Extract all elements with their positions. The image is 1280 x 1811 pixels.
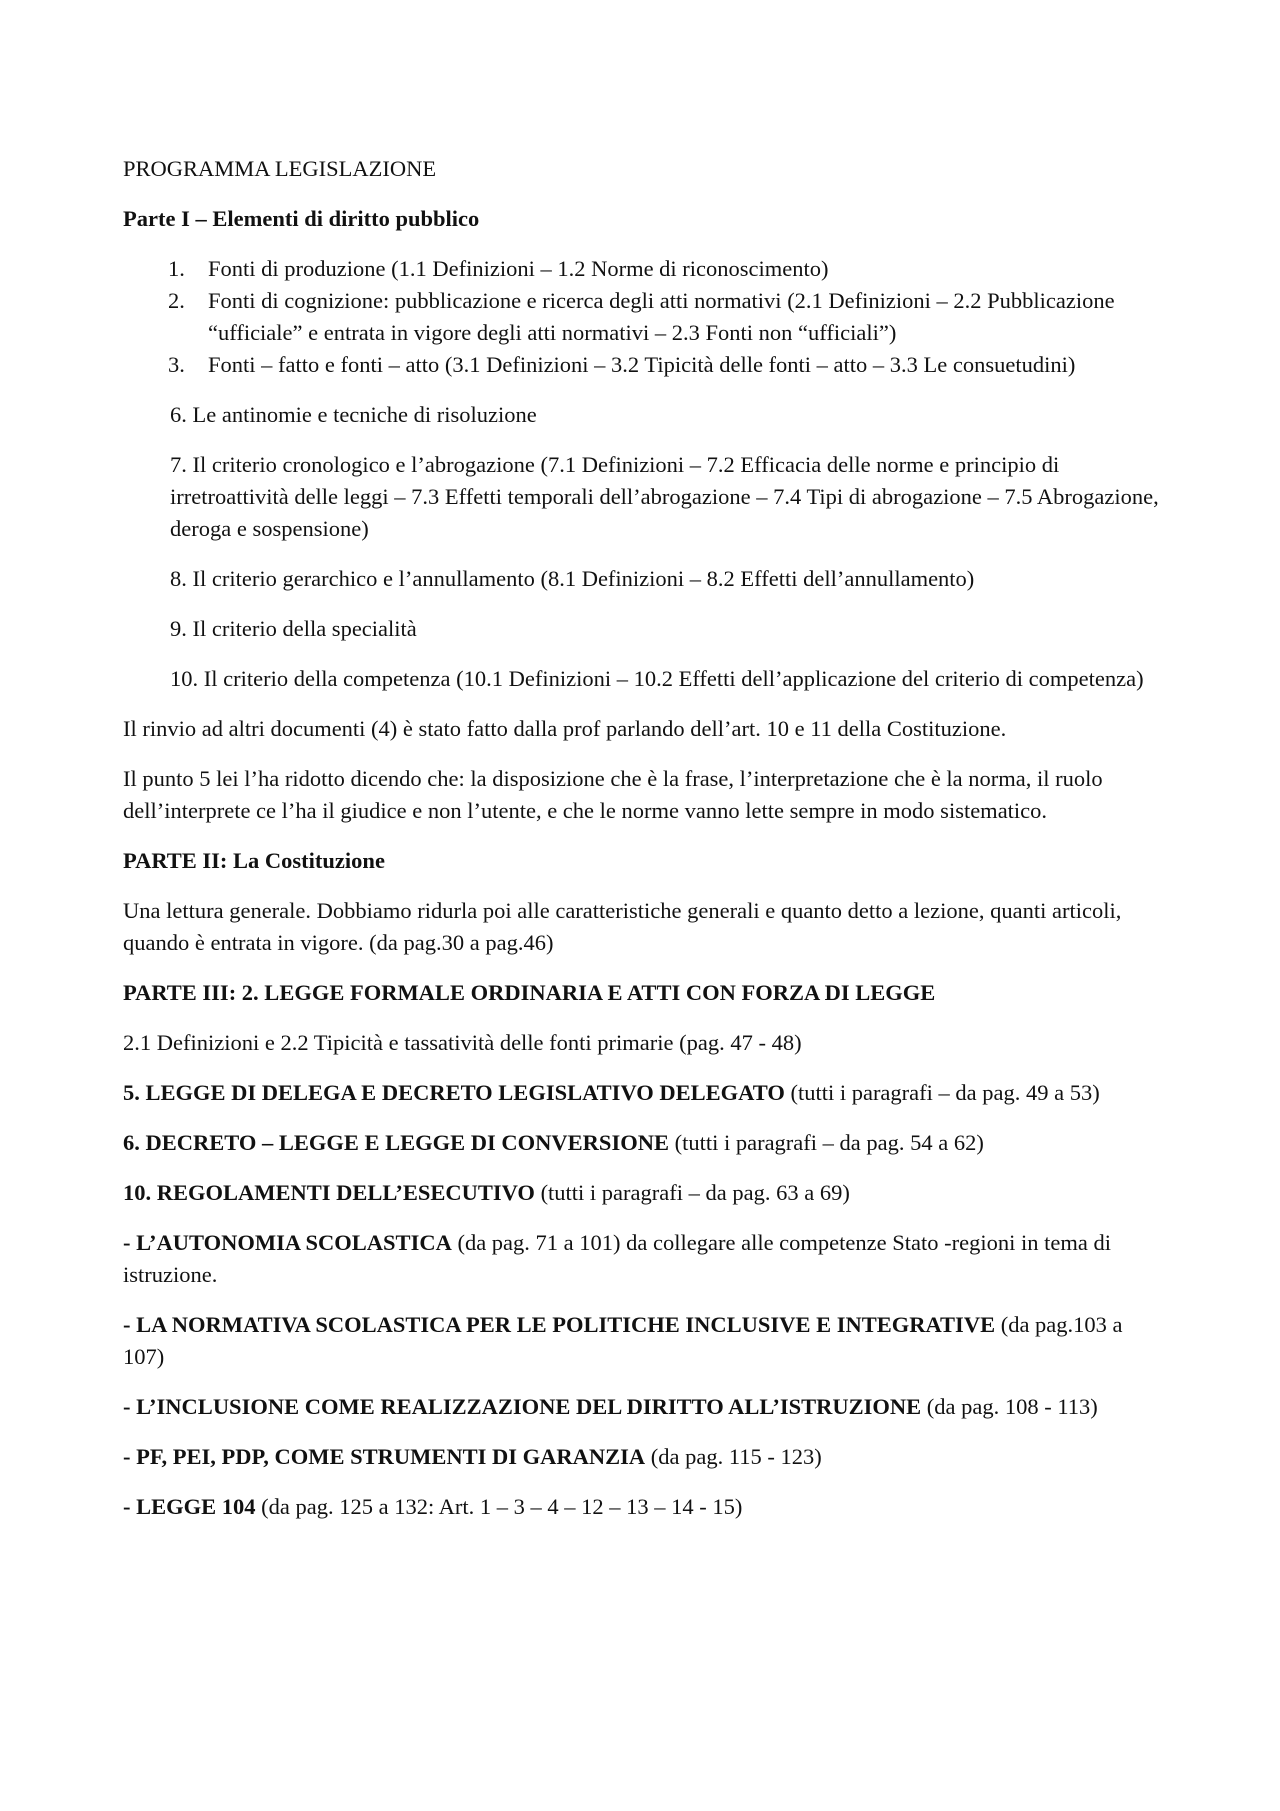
document-page	[123, 153, 1169, 1541]
part2-heading: PARTE II: La Costituzione	[123, 848, 385, 873]
section-decreto-legge: 6. DECRETO – LEGGE E LEGGE DI CONVERSIONE (tutti i paragrafi – da pag. 54 a 62)	[123, 1130, 984, 1155]
section-normativa: - LA NORMATIVA SCOLASTICA PER LE POLITICHE INCLUSIVE E INTEGRATIVE (da pag.103 a 107)	[123, 1312, 1123, 1369]
list-item: 3. Fonti – fatto e fonti – atto (3.1 Definizioni – 3.2 Tipicità delle fonti – atto – 3.3 Le consuetudini)	[168, 352, 1076, 377]
note-rinvio: Il rinvio ad altri documenti (4) è stato fatto dalla prof parlando dell’art. 10 e 11 della Costituzione.	[123, 716, 1007, 741]
part1-numbered-list	[123, 253, 1169, 381]
item-8: 8. Il criterio gerarchico e l’annullamento (8.1 Definizioni – 8.2 Effetti dell’annullamento)	[170, 566, 975, 591]
item-9: 9. Il criterio della specialità	[170, 616, 417, 641]
section-autonomia: - L’AUTONOMIA SCOLASTICA (da pag. 71 a 101) da collegare alle competenze Stato -regioni in tema di istruzione.	[123, 1230, 1111, 1287]
list-item: 1. Fonti di produzione (1.1 Definizioni – 1.2 Norme di riconoscimento)	[168, 256, 829, 281]
part1-heading: Parte I – Elementi di diritto pubblico	[123, 206, 480, 231]
document-title: PROGRAMMA LEGISLAZIONE	[123, 156, 437, 181]
item-7: 7. Il criterio cronologico e l’abrogazione (7.1 Definizioni – 7.2 Efficacia delle norme e principio di irretroattività delle leggi – 7.3 Effetti temporali dell’abrogazione – 7.4 Tipi di abrogazione – 7.5 Abrogazione, deroga e sospensione)	[170, 452, 1159, 541]
section-legge-104: - LEGGE 104 (da pag. 125 a 132: Art. 1 – 3 – 4 – 12 – 13 – 14 - 15)	[123, 1494, 743, 1519]
note-punto-5: Il punto 5 lei l’ha ridotto dicendo che: la disposizione che è la frase, l’interpretazione che è la norma, il ruolo dell’interprete ce l’ha il giudice e non l’utente, e che le norme vanno lette sempre in modo sistematico.	[123, 766, 1103, 823]
item-10: 10. Il criterio della competenza (10.1 Definizioni – 10.2 Effetti dell’applicazione del criterio di competenza)	[170, 666, 1144, 691]
section-legge-delega: 5. LEGGE DI DELEGA E DECRETO LEGISLATIVO DELEGATO (tutti i paragrafi – da pag. 49 a 53)	[123, 1080, 1100, 1105]
part3-heading: PARTE III: 2. LEGGE FORMALE ORDINARIA E ATTI CON FORZA DI LEGGE	[123, 980, 936, 1005]
section-strumenti: - PF, PEI, PDP, COME STRUMENTI DI GARANZIA (da pag. 115 - 123)	[123, 1444, 822, 1469]
list-item: 2. Fonti di cognizione: pubblicazione e ricerca degli atti normativi (2.1 Definizioni – 2.2 Pubblicazione “ufficiale” e entrata in vigore degli atti normativi – 2.3 Fonti non “ufficiali”)	[168, 288, 1115, 345]
part3-definitions: 2.1 Definizioni e 2.2 Tipicità e tassatività delle fonti primarie (pag. 47 - 48)	[123, 1030, 802, 1055]
part2-text: Una lettura generale. Dobbiamo ridurla poi alle caratteristiche generali e quanto detto a lezione, quanti articoli, quando è entrata in vigore. (da pag.30 a pag.46)	[123, 898, 1122, 955]
item-6: 6. Le antinomie e tecniche di risoluzione	[170, 402, 537, 427]
section-inclusione: - L’INCLUSIONE COME REALIZZAZIONE DEL DIRITTO ALL’ISTRUZIONE (da pag. 108 - 113)	[123, 1394, 1098, 1419]
section-regolamenti: 10. REGOLAMENTI DELL’ESECUTIVO (tutti i paragrafi – da pag. 63 a 69)	[123, 1180, 850, 1205]
